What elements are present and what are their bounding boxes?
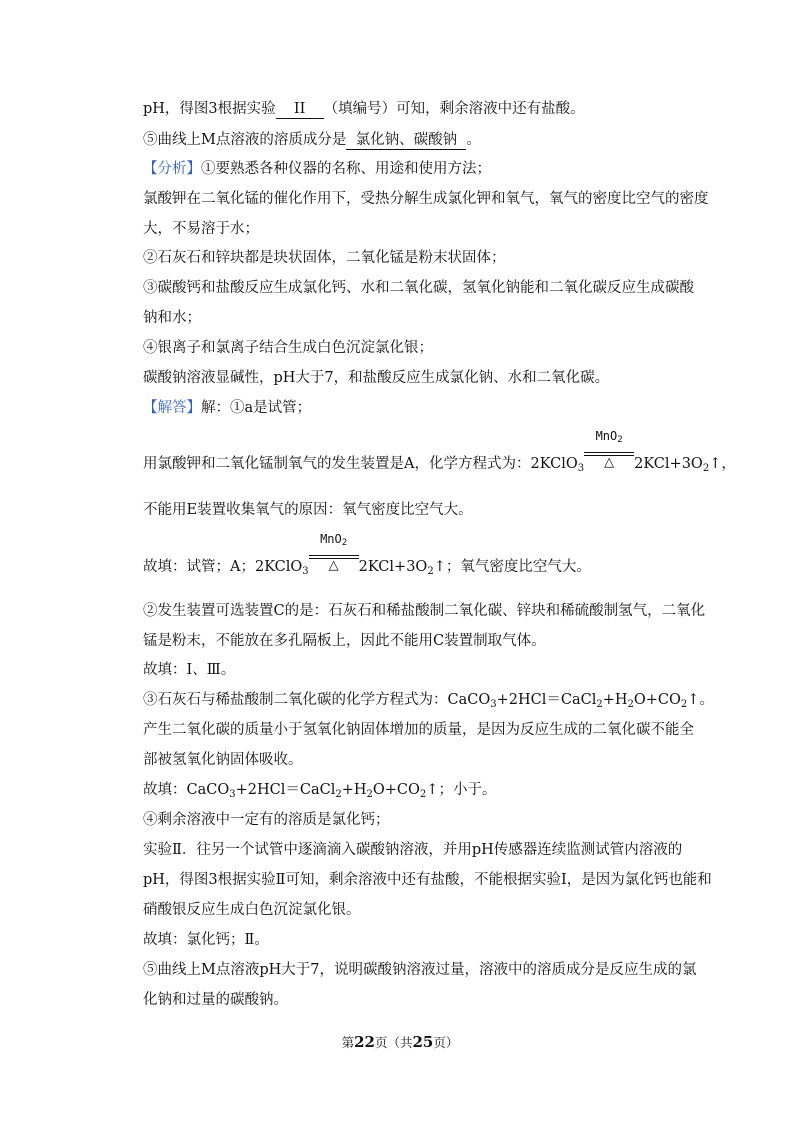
text-line: 碳酸钠溶液显碱性，pH大于7，和盐酸反应生成氯化钠、水和二氧化碳。 [143,370,610,386]
text-line: 产生二氧化碳的质量小于氢氧化钠固体增加的质量，是因为反应生成的二氧化碳不能全 [143,722,694,738]
text-line: ③碳酸钙和盐酸反应生成氯化钙、水和二氧化碳，氢氧化钠能和二氧化碳反应生成碳酸 [143,280,694,296]
text-line: ④剩余溶液中一定有的溶质是氯化钙； [143,812,390,828]
text-line: 实验Ⅱ．往另一个试管中逐滴滴入碳酸钠溶液，并用pH传感器连续监测试管内溶液的 [143,842,683,858]
analysis-heading-line: 【分析】①要熟悉各种仪器的名称、用途和使用方法； [143,161,491,177]
answer-line-3: pH，得图3根据实验 II （填编号）可知，剩余溶液中还有盐酸。 [143,101,585,117]
text-line: 大，不易溶于水； [143,221,259,237]
text-line: pH，得图3根据实验Ⅱ可知，剩余溶液中还有盐酸，不能根据实验I，是因为氯化钙也能和 [143,872,712,888]
page-total: 25 [412,1033,434,1051]
text-line: 故填：I、Ⅲ。 [143,662,236,678]
answer-blank-experiment: II [276,101,324,119]
answer-blank-solute: 氯化钠、碳酸钠 [346,132,466,150]
page-number: 22 [354,1033,375,1051]
text-line: 不能用E装置收集氧气的原因：氧气密度比空气大。 [143,502,473,518]
analysis-tag: 【分析】 [143,161,201,177]
reaction-condition: MnO2 △ [584,448,634,468]
text-line: 化钠和过量的碳酸钠。 [143,992,288,1008]
text-line: ②石灰石和锌块都是块状固体，二氧化锰是粉末状固体； [143,250,506,266]
reaction-condition: MnO2 △ [309,551,359,571]
text-line: 锰是粉末，不能放在多孔隔板上，因此不能用C装置制取气体。 [143,633,546,649]
text-line: ④银离子和氯离子结合生成白色沉淀氯化银； [143,340,433,356]
text-line: 氯酸钾在二氧化锰的催化作用下，受热分解生成氯化钾和氧气，氧气的密度比空气的密度 [143,191,709,207]
text-line: 钠和水； [143,310,201,326]
solution-tag: 【解答】 [143,400,201,416]
equation-line-1: 用氯酸钾和二氧化锰制氧气的发生装置是A，化学方程式为：2KClO$_3$ MnO2 △ $2KCl+3O_2↑$， [143,429,736,474]
equation-line-2: 故填：试管；A；2KClO$_3$ MnO2 △ $2KCl+3O_2↑$；氧气密度比空气大。 [143,532,591,577]
answer-line-5: ⑤曲线上M点溶液的溶质成分是 氯化钠、碳酸钠 。 [143,132,481,148]
text-line: 硝酸银反应生成白色沉淀氯化银。 [143,902,361,918]
text-line: ⑤曲线上M点溶液pH大于7，说明碳酸钠溶液过量，溶液中的溶质成分是反应生成的氯 [143,962,697,978]
equation-line-4: 故填：$CaCO_3+2HCl=CaCl_2+H_2O+CO_2↑$；小于。 [143,782,497,800]
text-line: 部被氢氧化钠固体吸收。 [143,752,303,768]
solution-heading-line: 【解答】解：①a是试管； [143,400,312,416]
page-footer: 第22页（共25页） [341,1033,459,1051]
text-line: 故填：氯化钙；Ⅱ。 [143,932,269,948]
text-line: ②发生装置可选装置C的是：石灰石和稀盐酸制二氧化碳、锌块和稀硫酸制氢气，二氧化 [143,603,706,619]
equation-line-3: ③石灰石与稀盐酸制二氧化碳的化学方程式为：$CaCO_3+2HCl=CaCl_2+H_2O+CO_2↑$。 [143,692,714,710]
